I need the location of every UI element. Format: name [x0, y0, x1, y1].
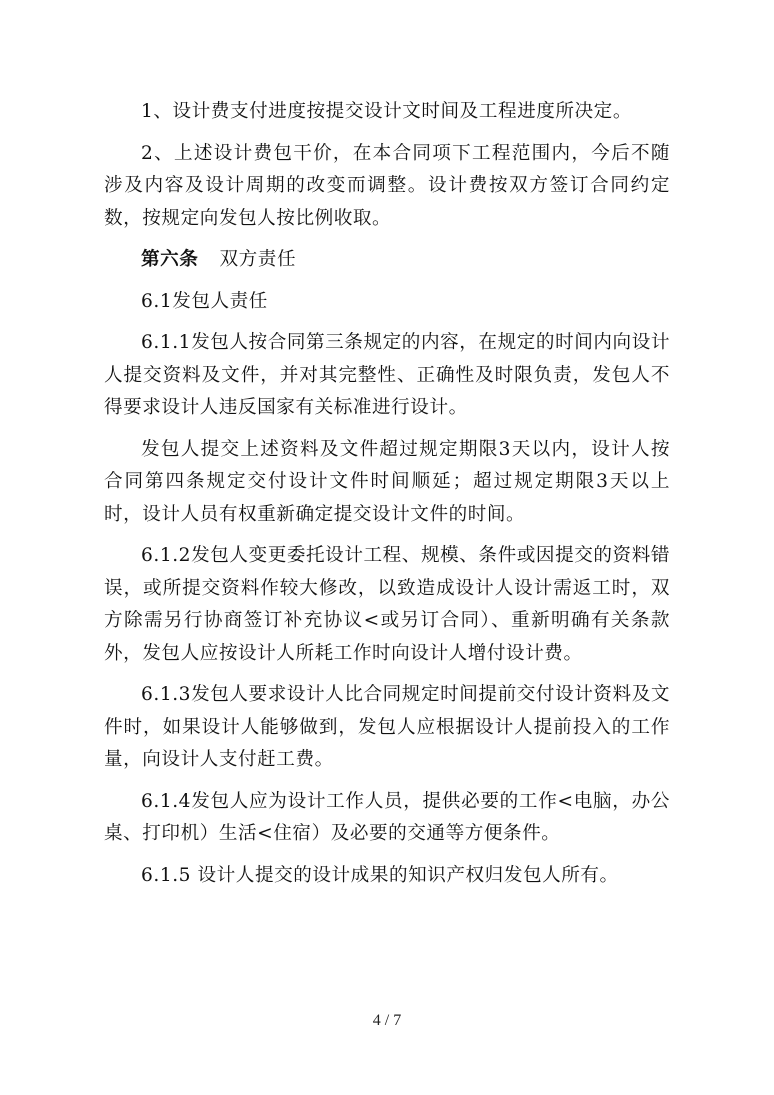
paragraph-fee-fixed-price: 2、上述设计费包干价，在本合同项下工程范围内，今后不随涉及内容及设计周期的改变而调整。设计费按双方签订合同约定数，按规定向发包人按比例收取。	[104, 142, 670, 229]
paragraph-6-1-1: 6.1.1发包人按合同第三条规定的内容，在规定的时间内向设计人提交资料及文件，并对其完整性、正确性及时限负责，发包人不得要求设计人违反国家有关标准进行设计。	[104, 332, 670, 418]
page-number: 4 / 7	[372, 1012, 402, 1029]
paragraph-6-1-2: 6.1.2发包人变更委托设计工程、规模、条件或因提交的资料错误，或所提交资料作较大修改，以致造成设计人设计需返工时，双方除需另行协商签订补充协议<或另订合同）、重新明确有关条款外，发包人应按设计人所耗工作时向设计人增付设计费。	[104, 545, 670, 664]
section-heading	[104, 244, 670, 277]
paragraph-6-1-5: 6.1.5 设计人提交的设计成果的知识产权归发包人所有。	[141, 864, 619, 886]
paragraph-client-responsibility-heading: 6.1发包人责任	[141, 290, 268, 312]
paragraph-6-1-3: 6.1.3发包人要求设计人比合同规定时间提前交付设计资料及文件时，如果设计人能够做到，发包人应根据设计人提前投入的工作量，向设计人支付赶工费。	[104, 684, 670, 770]
paragraph-6-1-4: 6.1.4发包人应为设计工作人员，提供必要的工作<电脑，办公桌、打印机）生活<住宿）及必要的交通等方便条件。	[104, 790, 670, 844]
section-title: 双方责任	[219, 249, 297, 270]
paragraph-deadline-extension: 发包人提交上述资料及文件超过规定期限3天以内，设计人按合同第四条规定交付设计文件时间顺延；超过规定期限3天以上时，设计人员有权重新确定提交设计文件的时间。	[104, 438, 670, 525]
paragraph-payment-schedule: 1、设计费支付进度按提交设计文时间及工程进度所决定。	[141, 101, 632, 122]
section-number: 第六条	[141, 249, 199, 270]
document-body	[104, 96, 670, 901]
